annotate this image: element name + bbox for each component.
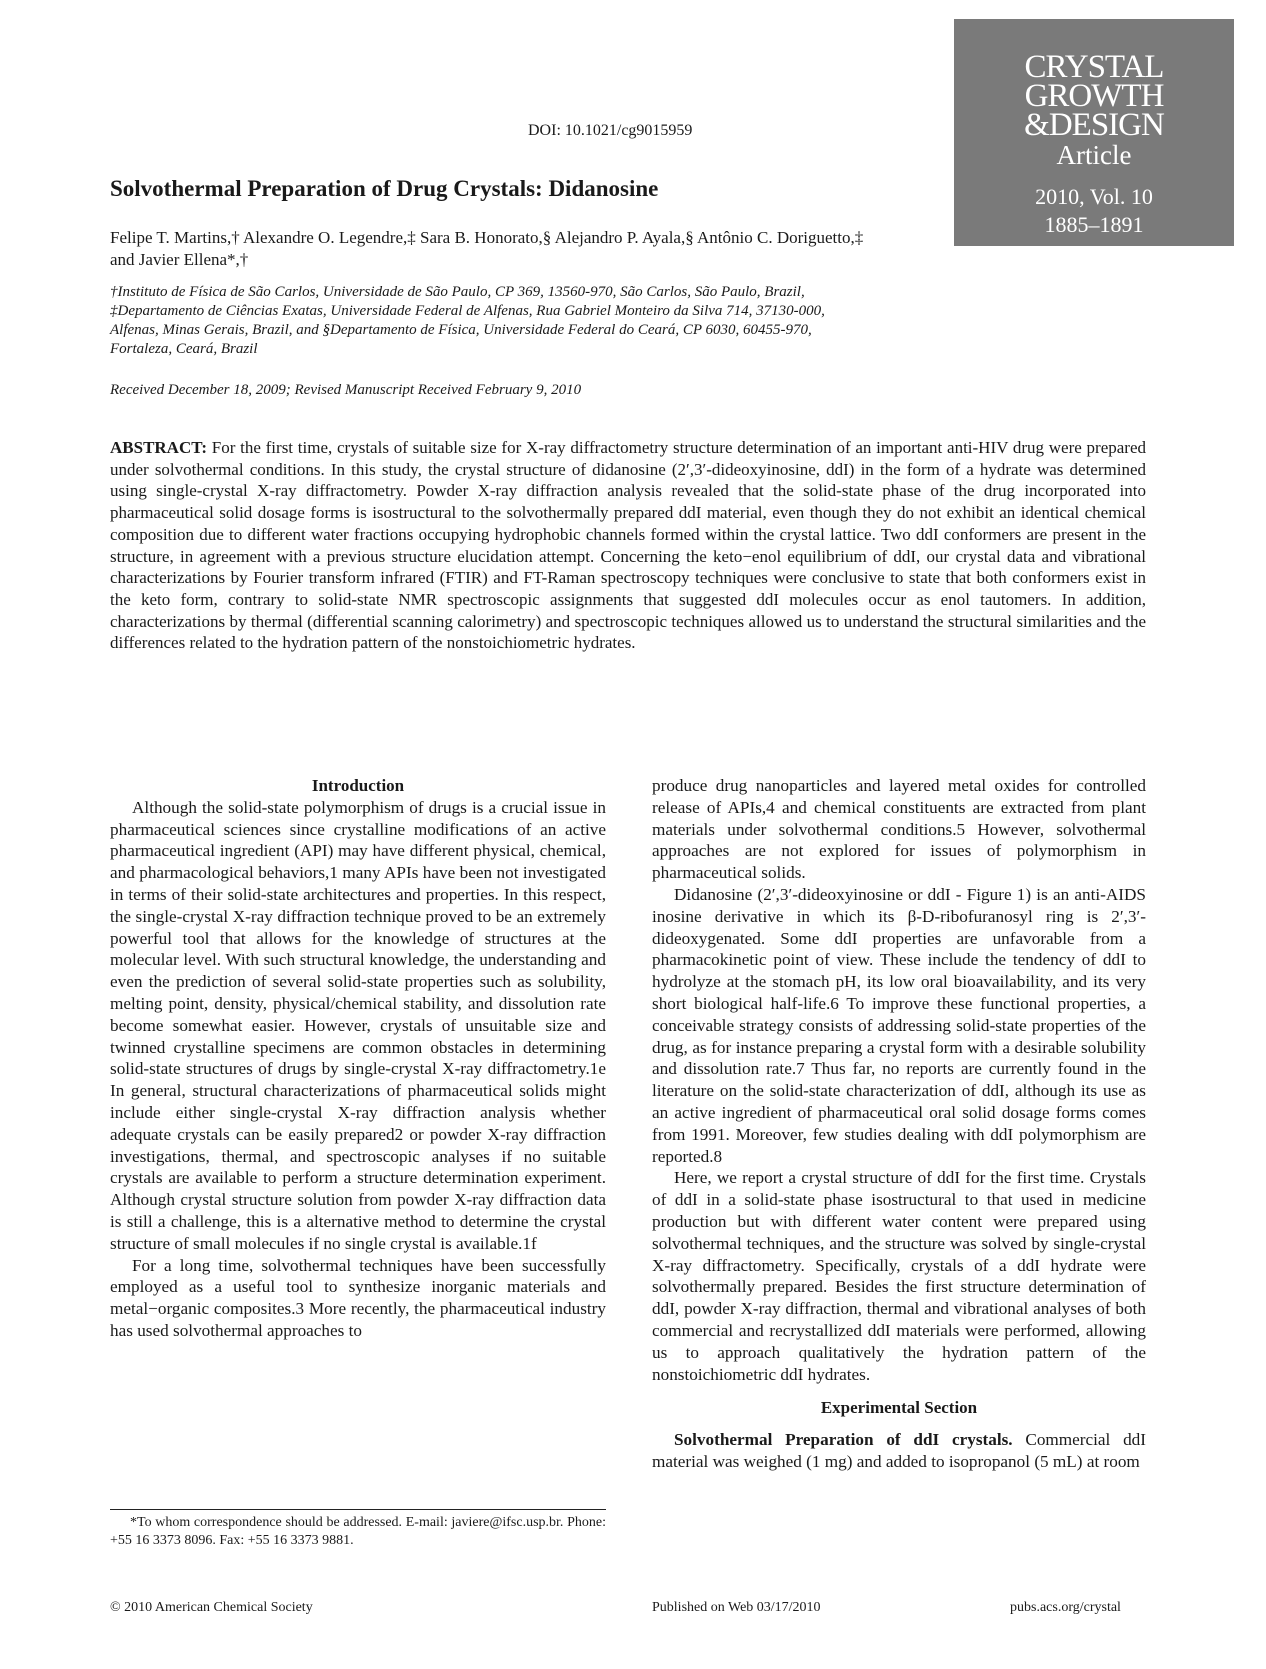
article-type: Article [1056,140,1132,170]
column-right [652,775,1146,1473]
article-title: Solvothermal Preparation of Drug Crystals: Didanosine [110,176,659,201]
abstract-label: ABSTRACT: [110,438,207,457]
column-left [110,775,606,1342]
footnote-rule [110,1509,606,1510]
section-heading-introduction: Introduction [311,776,405,795]
abstract-text: For the first time, crystals of suitable size for X-ray diffractometry structure determination of an important anti-HIV drug were prepared under solvothermal conditions. In this study, the crystal structure of didanosine (2′,3′-dideoxyinosine, ddI) in the form of a hydrate was determined using single-crystal X-ray diffractometry. Powder X-ray diffraction analysis revealed that the solid-state phase of the drug incorporated into pharmaceutical solid dosage forms is isostructural to the solvothermally prepared ddI material, even though they do not exhibit an identical chemical composition due to different water fractions occupying hydrophobic channels formed within the crystal lattice. Two ddI conformers are present in the structure, in agreement with a previous structure elucidation attempt. Concerning the keto−enol equilibrium of ddI, our crystal data and vibrational characterizations by Fourier transform infrared (FTIR) and FT-Raman spectroscopy techniques were conclusive to state that both conformers exist in the keto form, contrary to solid-state NMR spectroscopic assignments that suggested ddI molecules occur as enol tautomers. In addition, characterizations by thermal (differential scanning calorimetry) and spectroscopic techniques allowed us to understand the structural similarities and the differences related to the hydration pattern of the nonstoichiometric hydrates. [110,438,1146,653]
journal-badge [954,19,1234,246]
paragraph: Although the solid-state polymorphism of drugs is a crucial issue in pharmaceutical sciences since crystalline modifications of an active pharmaceutical ingredient (API) may have different physical, chemical, and pharmacological behaviors,1 many APIs have been not investigated in terms of their solid-state architectures and properties. In this respect, the single-crystal X-ray diffraction technique proved to be an extremely powerful tool that allows for the knowledge of structures at the molecular level. With such structural knowledge, the understanding and even the prediction of several solid-state properties such as solubility, melting point, density, physical/chemical stability, and dissolution rate become somewhat easier. However, crystals of unsuitable size and twinned crystalline specimens are common obstacles in determining solid-state structures of drugs by single-crystal X-ray diffractometry.1e In general, structural characterizations of pharmaceutical solids might include either single-crystal X-ray diffraction analysis whether adequate crystals can be easily prepared2 or powder X-ray diffraction investigations, thermal, and spectroscopic analyses if no suitable crystals are available to perform a structure determination experiment. Although crystal structure solution from powder X-ray diffraction data is still a challenge, this is a alternative method to determine the crystal structure of small molecules if no single crystal is available.1f [110,797,606,1253]
paragraph: For a long time, solvothermal techniques have been successfully employed as a useful tool to synthesize inorganic materials and metal−organic composites.3 More recently, the pharmaceutical industry has used solvothermal approaches to [110,1255,606,1340]
page-range: 1885–1891 [1044,212,1144,237]
doi: DOI: 10.1021/cg9015959 [528,122,693,139]
abstract [110,437,1146,654]
journal-url[interactable]: pubs.acs.org/crystal [1010,1600,1121,1615]
run-in-heading: Solvothermal Preparation of ddI crystals. [674,1430,1013,1450]
copyright: © 2010 American Chemical Society [110,1600,313,1615]
paragraph: produce drug nanoparticles and layered metal oxides for controlled release of APIs,4 and chemical constituents are extracted from plant materials under solvothermal conditions.5 However, solvothermal approaches are not explored for issues of polymorphism in pharmaceutical solids. [652,776,1146,883]
author-list: Felipe T. Martins,† Alexandre O. Legendre,‡ Sara B. Honorato,§ Alejandro P. Ayala,§ Antônio C. Doriguetto,‡ and Javier Ellena*,† [110,228,864,269]
affiliations: †Instituto de Física de São Carlos, Universidade de São Paulo, CP 369, 13560-970, São Carlos, São Paulo, Brazil, ‡Departamento de Ciências Exatas, Universidade Federal de Alfenas, Rua Gabriel Monteiro da Silva 714, 37130-000, Alfenas, Minas Gerais, Brazil, and §Departamento de Física, Universidade Federal do Ceará, CP 6030, 60455-970, Fortaleza, Ceará, Brazil [110,284,825,357]
publication-date: Published on Web 03/17/2010 [652,1600,821,1615]
paragraph: Solvothermal Preparation of ddI crystals. Commercial ddI material was weighed (1 mg) and added to isopropanol (5 mL) at room [652,1430,1147,1471]
paragraph: Didanosine (2′,3′-dideoxyinosine or ddI - Figure 1) is an anti-AIDS inosine derivative in which its β-D-ribofuranosyl ring is 2′,3′-dideoxygenated. Some ddI properties are unfavorable from a pharmacokinetic point of view. These include the tendency of ddI to hydrolyze at the stomach pH, its low oral bioavailability, and its very short biological half-life.6 To improve these functional properties, a conceivable strategy consists of addressing solid-state properties of the drug, as for instance preparing a crystal form with a desirable solubility and dissolution rate.7 Thus far, no reports are currently found in the literature on the solid-state characterization of ddI, although its use as an active ingredient of pharmaceutical oral solid dosage forms comes from 1991. Moreover, few studies dealing with ddI polymorphism are reported.8 [652,884,1146,1166]
correspondence-footnote: *To whom correspondence should be addressed. E-mail: javiere@ifsc.usp.br. Phone: +55 16 3373 8096. Fax: +55 16 3373 9881. [110,1515,606,1548]
paragraph: Here, we report a crystal structure of ddI for the first time. Crystals of ddI in a solid-state phase isostructural to that used in medicine production but with different water content were prepared using solvothermal techniques, and the structure was solved by single-crystal X-ray diffractometry. Specifically, crystals of a ddI hydrate were solvothermally prepared. Besides the first structure determination of ddI, powder X-ray diffraction, thermal and vibrational analyses of both commercial and recrystallized ddI materials were performed, allowing us to approach qualitatively the hydration pattern of the nonstoichiometric ddI hydrates. [652,1168,1146,1384]
year-volume: 2010, Vol. 10 [1035,184,1153,209]
journal-name: CRYSTAL GROWTH &DESIGN [1024,49,1164,143]
received-dates: Received December 18, 2009; Revised Manuscript Received February 9, 2010 [110,382,582,398]
section-heading-experimental: Experimental Section [820,1398,978,1418]
